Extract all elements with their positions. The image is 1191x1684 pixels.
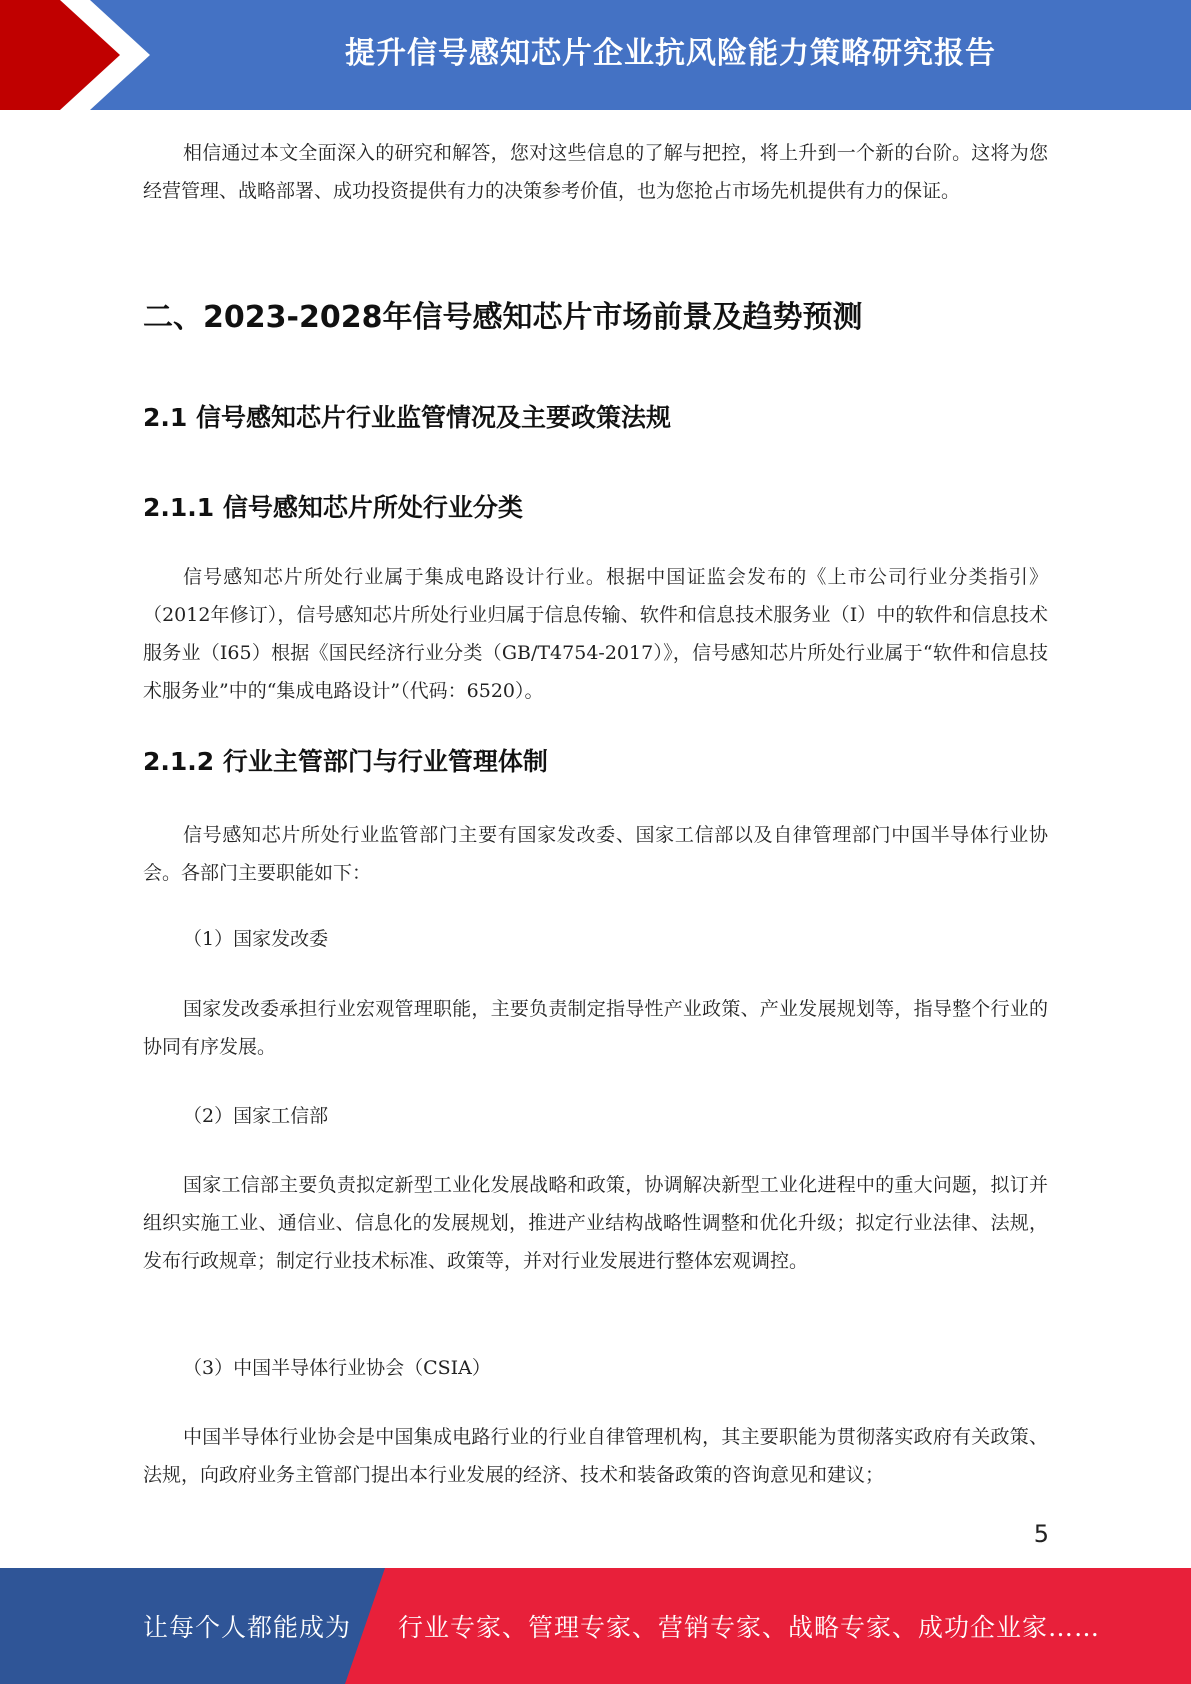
departments-paragraph: 信号感知芯片所处行业监管部门主要有国家发改委、国家工信部以及自律管理部门中国半导体行业协会。各部门主要职能如下： (143, 824, 1048, 884)
miit-paragraph: 国家工信部主要负责拟定新型工业化发展战略和政策，协调解决新型工业化进程中的重大问题，拟订并组织实施工业、通信业、信息化的发展规划，推进产业结构战略性调整和优化升级；拟定行业法律、法规，发布行政规章；制定行业技术标准、政策等，并对行业发展进行整体宏观调控。 (143, 1174, 1048, 1272)
csia-paragraph: 中国半导体行业协会是中国集成电路行业的行业自律管理机构，其主要职能为贯彻落实政府有关政策、法规，向政府业务主管部门提出本行业发展的经济、技术和装备政策的咨询意见和建议； (143, 1426, 1048, 1486)
classification-paragraph: 信号感知芯片所处行业属于集成电路设计行业。根据中国证监会发布的《上市公司行业分类指引》（2012年修订），信号感知芯片所处行业归属于信息传输、软件和信息技术服务业（I）中的软件和信息技术服务业（I65）根据《国民经济行业分类（GB/T4754-2017）》，信号感知芯片所处行业属于“软件和信息技术服务业”中的“集成电路设计”（代码：6520）。 (143, 566, 1048, 702)
footer-banner (0, 1568, 1191, 1684)
list-item-csia: （3）中国半导体行业协会（CSIA） (183, 1357, 491, 1379)
section-heading-2-1: 2.1 信号感知芯片行业监管情况及主要政策法规 (143, 403, 671, 432)
footer-slogan-left: 让每个人都能成为 (143, 1613, 352, 1642)
section-heading-2-1-1: 2.1.1 信号感知芯片所处行业分类 (143, 493, 523, 522)
page-number: 5 (1033, 1520, 1049, 1548)
footer-slogan-right: 行业专家、管理专家、营销专家、战略专家、成功企业家…… (398, 1613, 1101, 1642)
list-item-ndrc: （1）国家发改委 (183, 928, 329, 950)
header-arrow-decoration (0, 0, 160, 110)
report-title: 提升信号感知芯片企业抗风险能力策略研究报告 (345, 36, 996, 71)
list-item-miit: （2）国家工信部 (183, 1105, 329, 1127)
intro-paragraph: 相信通过本文全面深入的研究和解答，您对这些信息的了解与把控，将上升到一个新的台阶。这将为您经营管理、战略部署、成功投资提供有力的决策参考价值，也为您抢占市场先机提供有力的保证。 (143, 142, 1048, 202)
chapter-heading: 二、2023-2028年信号感知芯片市场前景及趋势预测 (143, 300, 863, 335)
header-banner (0, 0, 1191, 110)
section-heading-2-1-2: 2.1.2 行业主管部门与行业管理体制 (143, 747, 548, 776)
ndrc-paragraph: 国家发改委承担行业宏观管理职能，主要负责制定指导性产业政策、产业发展规划等，指导整个行业的协同有序发展。 (143, 998, 1048, 1058)
